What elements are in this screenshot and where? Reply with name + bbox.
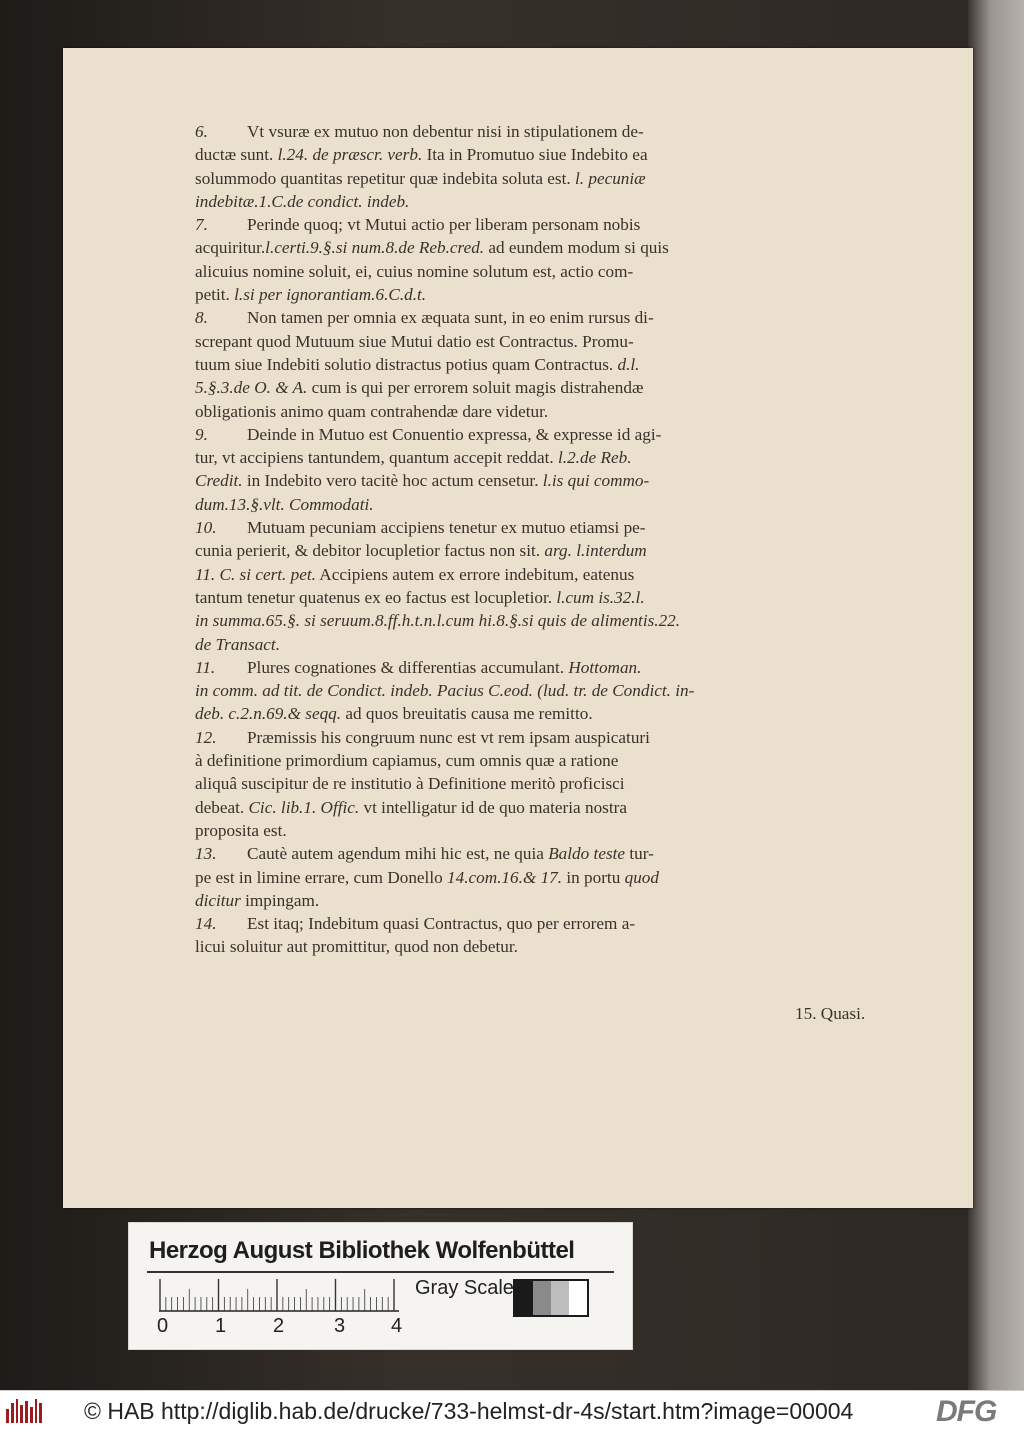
text-line: [195, 353, 885, 376]
citation-text: l. pecuniæ: [574, 168, 646, 188]
citation-text: indebitæ.1.C.de condict. indeb.: [195, 191, 410, 211]
citation-text: l.24. de præscr. verb.: [277, 145, 423, 165]
body-text: petit.: [195, 285, 235, 305]
paragraph-number: 6.: [195, 122, 208, 141]
paragraph: [195, 726, 885, 842]
citation-text: d.l.: [617, 354, 640, 374]
body-text: ad eundem modum si quis: [484, 238, 669, 258]
gray-swatch: [533, 1281, 551, 1315]
paragraph-number: 12.: [195, 727, 217, 747]
body-text: Cautè autem agendum mihi hic est, ne quia: [247, 844, 549, 864]
paragraph: [195, 213, 885, 306]
body-text: à definitione primordium capiamus, cum omnis quæ a ratione: [195, 751, 619, 771]
text-line: [195, 120, 885, 143]
citation-text: 14.com.16.& 17.: [447, 867, 563, 887]
body-text: tur-: [625, 844, 654, 864]
citation-text: 5.§.3.de O. & A.: [195, 378, 308, 398]
logo-bar: [35, 1399, 38, 1423]
ruler-label: 1: [215, 1315, 227, 1337]
citation-text: dicitur: [195, 890, 241, 910]
body-text: Accipiens autem ex errore indebitum, eatenus: [315, 564, 635, 584]
text-line: [195, 167, 885, 190]
scale-card: [128, 1222, 633, 1350]
body-text: vt intelligatur id de quo materia nostra: [359, 797, 627, 817]
body-text: acquiritur.: [195, 238, 266, 258]
body-text: tantum tenetur quatenus ex eo factus est locupletior.: [195, 587, 557, 607]
text-line: [195, 609, 885, 632]
body-text: Non tamen per omnia ex æquata sunt, in eo enim rursus di-: [247, 308, 654, 328]
text-line: [195, 493, 885, 516]
body-text: tur, vt accipiens tantundem, quantum accepit reddat.: [195, 448, 558, 468]
gray-swatch: [551, 1281, 569, 1315]
logo-bar: [16, 1399, 19, 1423]
citation-text: Cic. lib.1. Offic.: [248, 797, 360, 817]
body-text: cunia perierit, & debitor locupletior factus non sit.: [195, 541, 545, 561]
gray-swatch: [515, 1281, 533, 1315]
text-line: [195, 679, 885, 702]
citation-text: Baldo teste: [548, 844, 626, 864]
body-text: ductæ sunt.: [195, 145, 278, 165]
citation-text: l.is qui commo-: [542, 471, 650, 491]
body-text: alicuius nomine soluit, ei, cuius nomine solutum est, actio com-: [195, 261, 634, 281]
paragraph: [195, 912, 885, 959]
text-line: [195, 866, 885, 889]
text-line: [195, 656, 885, 679]
body-text: proposita est.: [195, 820, 287, 840]
citation-text: deb. c.2.n.69.& seqq.: [195, 704, 342, 724]
citation-text: Hottoman.: [568, 657, 642, 677]
citation-text: in comm. ad tit. de Condict. indeb. Pacius C.eod. (lud. tr. de Condict. in-: [195, 681, 695, 701]
body-text: licui soluitur aut promittitur, quod non debetur.: [195, 937, 518, 957]
paragraph: [195, 656, 885, 726]
citation-text: l.certi.9.§.si num.8.de Reb.cred.: [265, 238, 485, 258]
paragraph-number: 7.: [195, 215, 208, 235]
body-text: solummodo quantitas repetitur quæ indebita soluta est.: [195, 168, 575, 188]
paragraph: [195, 516, 885, 656]
body-text: Deinde in Mutuo est Conuentio expressa, & expresse id agi-: [247, 424, 662, 444]
body-text: Mutuam pecuniam accipiens tenetur ex mutuo etiamsi pe-: [247, 518, 646, 538]
citation-text: 11. C. si cert. pet.: [195, 564, 316, 584]
body-text: tuum siue Indebiti solutio distractus potius quam Contractus.: [195, 354, 618, 374]
text-line: [195, 749, 885, 772]
citation-text: l.2.de Reb.: [558, 448, 632, 468]
ruler-label: 4: [391, 1315, 403, 1337]
catchword: 15. Quasi.: [795, 1004, 866, 1023]
text-line: [195, 842, 885, 865]
citation-text: quod: [624, 867, 659, 887]
citation-text: de Transact.: [195, 634, 280, 654]
body-text: obligationis animo quam contrahendæ dare videtur.: [195, 401, 549, 421]
library-name: Herzog August Bibliothek Wolfenbüttel: [149, 1237, 575, 1264]
footer-bar: [0, 1390, 1024, 1432]
text-line: [195, 143, 885, 166]
text-line: [195, 586, 885, 609]
paragraph-number: 9.: [195, 424, 208, 444]
citation-text: in summa.65.§. si seruum.8.ff.h.t.n.l.cum hi.8.§.si quis de alimentis.22.: [195, 611, 681, 631]
text-line: [195, 400, 885, 423]
body-text: Præmissis his congruum nunc est vt rem ipsam auspicaturi: [247, 727, 650, 747]
body-text: cum is qui per errorem soluit magis distrahendæ: [307, 378, 644, 398]
logo-bar: [6, 1409, 9, 1423]
body-text: ad quos breuitatis causa me remitto.: [341, 704, 593, 724]
gray-swatch: [569, 1281, 587, 1315]
body-text: Ita in Promutuo siue Indebito ea: [422, 145, 648, 165]
text-line: [195, 539, 885, 562]
gray-scale-swatch: [513, 1279, 589, 1317]
paragraph-number: 10.: [195, 518, 217, 538]
text-line: [195, 330, 885, 353]
citation-text: arg. l.interdum: [544, 541, 647, 561]
ruler-label: 3: [334, 1315, 346, 1337]
text-line: [195, 283, 885, 306]
paragraph-number: 11.: [195, 657, 216, 677]
body-text: impingam.: [240, 890, 320, 910]
body-text: debeat.: [195, 797, 249, 817]
logo-bar: [20, 1405, 23, 1423]
text-line: [195, 772, 885, 795]
text-line: [195, 516, 885, 539]
text-line: [195, 912, 885, 935]
text-line: [195, 306, 885, 329]
ruler-label: 2: [273, 1315, 285, 1337]
body-text: pe est in limine errare, cum Donello: [195, 867, 447, 887]
text-line: [195, 236, 885, 259]
body-text: Vt vsuræ ex mutuo non debentur nisi in stipulationem de-: [247, 122, 644, 141]
text-line: [195, 423, 885, 446]
logo-bar: [39, 1403, 42, 1423]
text-line: [195, 469, 885, 492]
logo-bar: [25, 1401, 28, 1423]
citation-text: l.si per ignorantiam.6.C.d.t.: [234, 285, 427, 305]
body-text: Plures cognationes & differentias accumulant.: [247, 657, 569, 677]
logo-bar: [11, 1403, 14, 1423]
text-line: [195, 260, 885, 283]
body-text: Perinde quoq; vt Mutui actio per liberam personam nobis: [247, 215, 641, 235]
text-line: [195, 190, 885, 213]
paragraph: [195, 842, 885, 912]
text-line: [195, 889, 885, 912]
text-line: [195, 376, 885, 399]
body-text: aliquâ suscipitur de re institutio à Definitione meritò proficisci: [195, 774, 625, 794]
paragraph-number: 13.: [195, 844, 217, 864]
body-text: in portu: [562, 867, 625, 887]
book-edge: [968, 0, 1024, 1390]
dfg-logo: DFG: [936, 1395, 997, 1428]
hab-logo-icon: [6, 1399, 42, 1423]
text-line: [195, 819, 885, 842]
text-line: [195, 446, 885, 469]
paragraph-number: 14.: [195, 914, 217, 934]
footer-copyright-url[interactable]: © HAB http://diglib.hab.de/drucke/733-helmst-dr-4s/start.htm?image=00004: [84, 1398, 854, 1424]
paragraph: [195, 306, 885, 422]
body-text: screpant quod Mutuum siue Mutui datio est Contractus. Promu-: [195, 331, 634, 351]
page-text: [195, 120, 885, 959]
body-text: in Indebito vero tacitè hoc actum censetur.: [242, 471, 543, 491]
ruler-label: 0: [157, 1315, 169, 1337]
text-line: [195, 213, 885, 236]
citation-text: l.cum is.32.l.: [556, 587, 645, 607]
text-line: [195, 702, 885, 725]
paragraph-number: 8.: [195, 308, 208, 328]
text-line: [195, 796, 885, 819]
ruler: [159, 1277, 399, 1313]
citation-text: Credit.: [195, 471, 243, 491]
paragraph: [195, 423, 885, 516]
text-line: [195, 726, 885, 749]
logo-bar: [30, 1407, 33, 1423]
card-divider: [147, 1271, 614, 1273]
body-text: Est itaq; Indebitum quasi Contractus, quo per errorem a-: [247, 914, 636, 934]
citation-text: dum.13.§.vlt. Commodati.: [195, 494, 374, 514]
text-line: [195, 935, 885, 958]
gray-scale-label: Gray Scale: [415, 1277, 514, 1299]
text-line: [195, 563, 885, 586]
text-line: [195, 633, 885, 656]
paragraph: [195, 120, 885, 213]
